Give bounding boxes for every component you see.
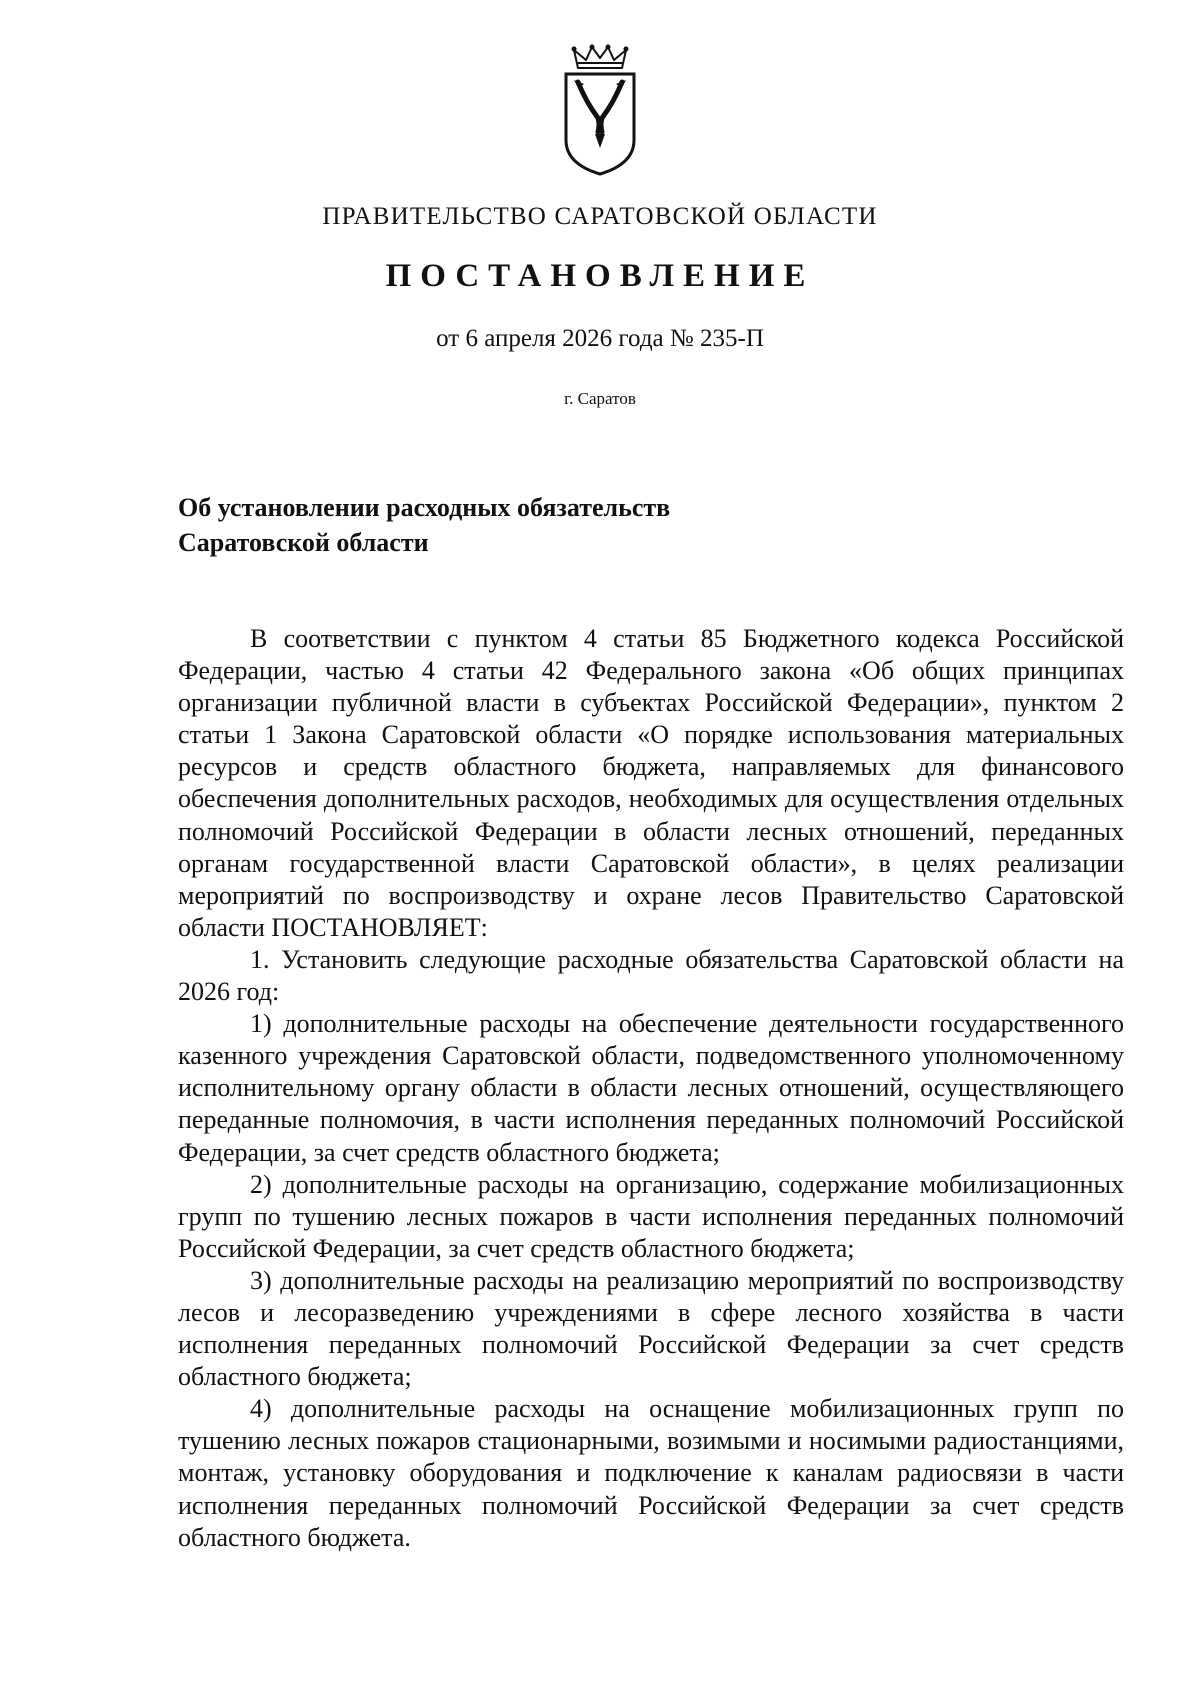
document-date-number: от 6 апреля 2026 года № 235-П: [436, 325, 764, 352]
document-type: ПОСТАНОВЛЕНИЕ: [385, 258, 815, 294]
organization-name: ПРАВИТЕЛЬСТВО САРАТОВСКОЙ ОБЛАСТИ: [322, 203, 878, 230]
document-city: г. Саратов: [564, 389, 636, 408]
document-title-line: Об установлении расходных обязательств: [178, 493, 671, 522]
document-title: [178, 490, 878, 560]
body-paragraph: В соответствии с пунктом 4 статьи 85 Бюджетного кодекса Российской Федерации, частью 4 статьи 42 Федерального закона «Об общих принципах организации публичной власти в субъектах Российской Федерации», пунктом 2 статьи 1 Закона Саратовской области «О порядке использования материальных ресурсов и средств областного бюджета, направляемых для финансового обеспечения дополнительных расходов, необходимых для осуществления отдельных полномочий Российской Федерации в области лесных отношений, переданных органам государственной власти Саратовской области», в целях реализации мероприятий по воспроизводству и охране лесов Правительство Саратовской области ПОСТАНОВЛЯЕТ:: [178, 624, 1124, 942]
coat-of-arms-icon: [562, 44, 638, 176]
body-paragraph: 3) дополнительные расходы на реализацию мероприятий по воспроизводству лесов и лесоразведению учреждениями в сфере лесного хозяйства в части исполнения переданных полномочий Российской Федерации за счет средств областного бюджета;: [178, 1265, 1124, 1392]
document-body: [178, 623, 1124, 1554]
body-paragraph: 1) дополнительные расходы на обеспечение деятельности государственного казенного учреждения Саратовской области, подведомственного уполномоченному исполнительному органу области в области лесных отношений, осуществляющего переданные полномочия, в части исполнения переданных полномочий Российской Федерации, за счет средств областного бюджета;: [178, 1009, 1124, 1167]
body-paragraph: 4) дополнительные расходы на оснащение мобилизационных групп по тушению лесных пожаров стационарными, возимыми и носимыми радиостанциями, монтаж, установку оборудования и подключение к каналам радиосвязи в части исполнения переданных полномочий Российской Федерации за счет средств областного бюджета.: [178, 1394, 1124, 1552]
body-paragraph: 1. Установить следующие расходные обязательства Саратовской области на 2026 год:: [178, 944, 1124, 1007]
body-paragraph: 2) дополнительные расходы на организацию, содержание мобилизационных групп по тушению лесных пожаров в части исполнения переданных полномочий Российской Федерации, за счет средств областного бюджета;: [178, 1169, 1124, 1263]
document-title-line: Саратовской области: [178, 528, 429, 557]
